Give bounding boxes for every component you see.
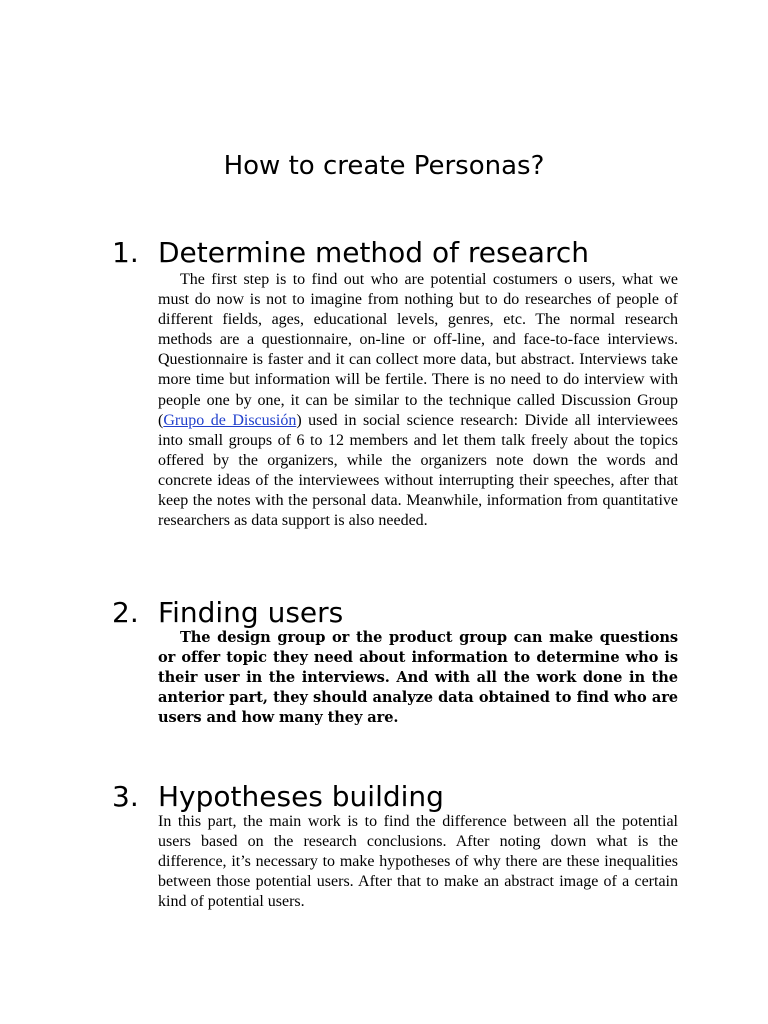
section-number: 2.: [112, 596, 139, 629]
section-number: 1.: [112, 236, 139, 269]
page-title: How to create Personas?: [223, 151, 545, 181]
section-title: Determine method of research: [158, 236, 589, 269]
body-text: The first step is to find out who are potential costumers o users, what we must do now is not to imagine from nothing but to do researches of people of different fields, ages, educational levels, genres, etc. The normal research methods are a questionnaire, on-line or off-line, and face-to-face interviews. Questionnaire is faster and it can collect more data, but abstract. Interviews take more time but information will be fertile. There is no need to do interview with people one by one, it can be similar to the technique called Discussion Group (: [158, 271, 678, 429]
section-title: Finding users: [158, 596, 344, 629]
section-body-hypotheses-building: In this part, the main work is to find the difference between all the potential users based on the research conclusions. After noting down what is the difference, it’s necessary to make hypotheses of why there are these inequalities between those potential users. After that to make an abstract image of a certain kind of potential users.: [158, 813, 678, 911]
section-body-finding-users: The design group or the product group can make questions or offer topic they need about information to determine who is their user in the interviews. And with all the work done in the anterior part, they should analyze data obtained to find who are users and how many they are.: [158, 629, 678, 727]
body-text: ) used in social science research: Divide all interviewees into small groups of 6 to 12 members and let them talk freely about the topics offered by the organizers, while the organizers note down the words and concrete ideas of the interviewees without interrupting their speeches, after that keep the notes with the personal data. Meanwhile, information from quantitative researchers as data support is also needed.: [158, 411, 679, 530]
section-number: 3.: [112, 780, 139, 813]
section-heading-research-method: [112, 236, 589, 270]
section-heading-finding-users: [112, 596, 343, 630]
section-title: Hypotheses building: [158, 780, 444, 813]
grupo-de-discusion-link[interactable]: Grupo de Discusión: [163, 411, 297, 429]
section-body-research-method: [158, 270, 678, 531]
section-heading-hypotheses-building: [112, 780, 444, 814]
